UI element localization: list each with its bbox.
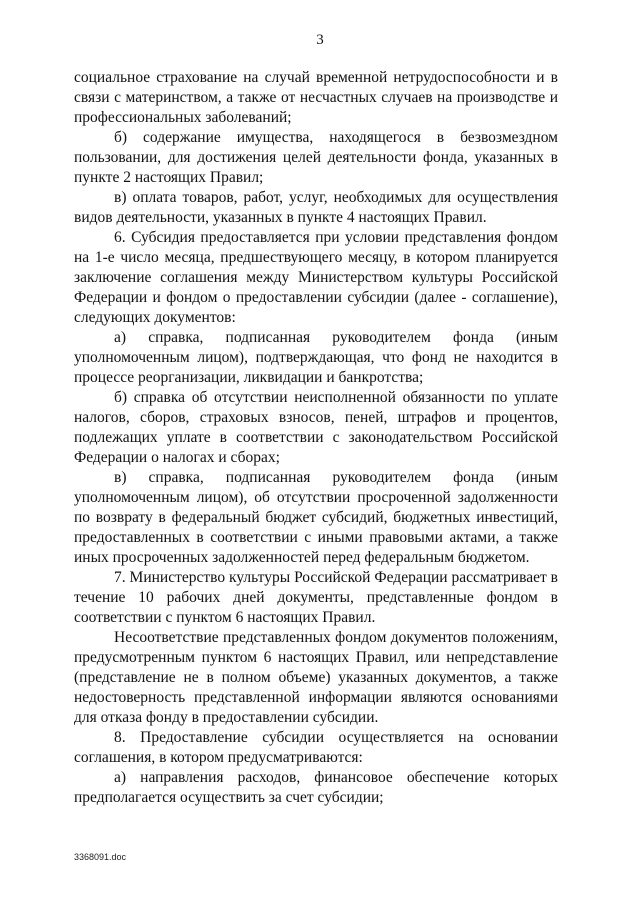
paragraph-item-v-payment: в) оплата товаров, работ, услуг, необходимых для осуществления видов деятельности, указанных в пункте 4 настоящих Правил.: [74, 189, 558, 226]
paragraph-item-v-certificate: в) справка, подписанная руководителем фонда (иным уполномоченным лицом), об отсутствии просроченной задолженности по возврату в федеральный бюджет субсидий, бюджетных инвестиций, предоставленных в соответствии с иными правовыми актами, а также иных просроченных задолженностей перед федеральным бюджетом.: [74, 469, 558, 566]
paragraph-item-a-certificate: а) справка, подписанная руководителем фонда (иным уполномоченным лицом), подтверждающая, что фонд не находится в процессе реорганизации, ликвидации и банкротства;: [74, 329, 558, 386]
paragraph-social-insurance: социальное страхование на случай временной нетрудоспособности и в связи с материнством, а также от несчастных случаев на производстве и профессиональных заболеваний;: [74, 69, 558, 126]
paragraph-clause-7: 7. Министерство культуры Российской Федерации рассматривает в течение 10 рабочих дней документы, представленные фондом в соответствии с пунктом 6 настоящих Правил.: [74, 569, 558, 626]
paragraph-nonconformity: Несоответствие представленных фондом документов положениям, предусмотренным пунктом 6 настоящих Правил, или непредставление (представление не в полном объеме) указанных документов, а также недостоверность представленной информации являются основаниями для отказа фонду в предоставлении субсидии.: [74, 629, 558, 726]
page-number: 3: [316, 32, 324, 48]
document-body: [74, 68, 558, 808]
paragraph-item-b-property: б) содержание имущества, находящегося в безвозмездном пользовании, для достижения целей деятельности фонда, указанных в пункте 2 настоящих Правил;: [74, 129, 558, 186]
paragraph-clause-6: 6. Субсидия предоставляется при условии представления фондом на 1-е число месяца, предшествующего месяцу, в котором планируется заключение соглашения между Министерством культуры Российской Федерации и фондом о предоставлении субсидии (далее - соглашение), следующих документов:: [74, 229, 558, 326]
paragraph-clause-8: 8. Предоставление субсидии осуществляется на основании соглашения, в котором предусматриваются:: [74, 729, 558, 766]
footer-filename: 3368091.doc: [74, 852, 127, 862]
paragraph-item-b-certificate: б) справка об отсутствии неисполненной обязанности по уплате налогов, сборов, страховых взносов, пеней, штрафов и процентов, подлежащих уплате в соответствии с законодательством Российской Федерации о налогах и сборах;: [74, 389, 558, 466]
paragraph-item-a-expenses: а) направления расходов, финансовое обеспечение которых предполагается осуществить за счет субсидии;: [74, 769, 558, 806]
